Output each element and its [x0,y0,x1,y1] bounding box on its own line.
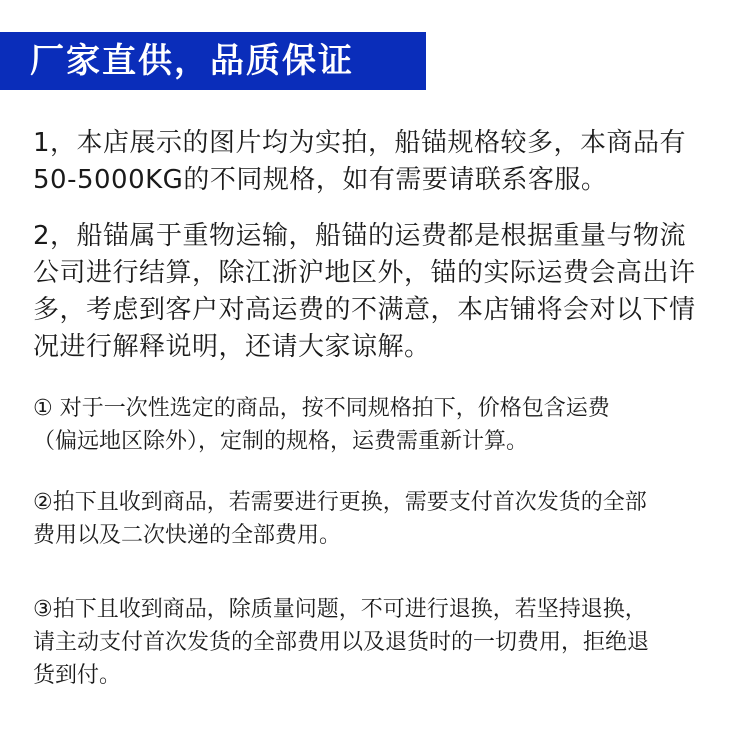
text-line: 1，本店展示的图片均为实拍，船锚规格较多，本商品有 [33,128,687,158]
text-line: 费用以及二次快递的全部费用。 [33,523,342,548]
rule-item-2 [33,486,647,552]
banner-title: 厂家直供，品质保证 [30,41,354,81]
text-line: 多，考虑到客户对高运费的不满意，本店铺将会对以下情 [33,295,696,325]
header-banner [0,32,426,90]
text-line: 50-5000KG的不同规格，如有需要请联系客服。 [33,165,608,195]
text-line: 2，船锚属于重物运输，船锚的运费都是根据重量与物流 [33,221,687,251]
text-line: ②拍下且收到商品，若需要进行更换，需要支付首次发货的全部 [33,490,647,515]
text-line: 况进行解释说明，还请大家谅解。 [33,332,431,362]
text-line: ① 对于一次性选定的商品，按不同规格拍下，价格包含运费 [33,396,610,421]
rule-item-1 [33,392,610,458]
text-line: 公司进行结算，除江浙沪地区外，锚的实际运费会高出许 [33,258,696,288]
rule-item-3 [33,593,649,692]
text-line: （偏远地区除外），定制的规格，运费需重新计算。 [33,429,529,454]
notice-paragraph-2 [33,218,696,366]
notice-paragraph-1 [33,125,686,199]
text-line: 货到付。 [33,663,122,688]
text-line: ③拍下且收到商品，除质量问题，不可进行退换，若坚持退换， [33,597,647,622]
text-line: 请主动支付首次发货的全部费用以及退货时的一切费用，拒绝退 [33,630,650,655]
